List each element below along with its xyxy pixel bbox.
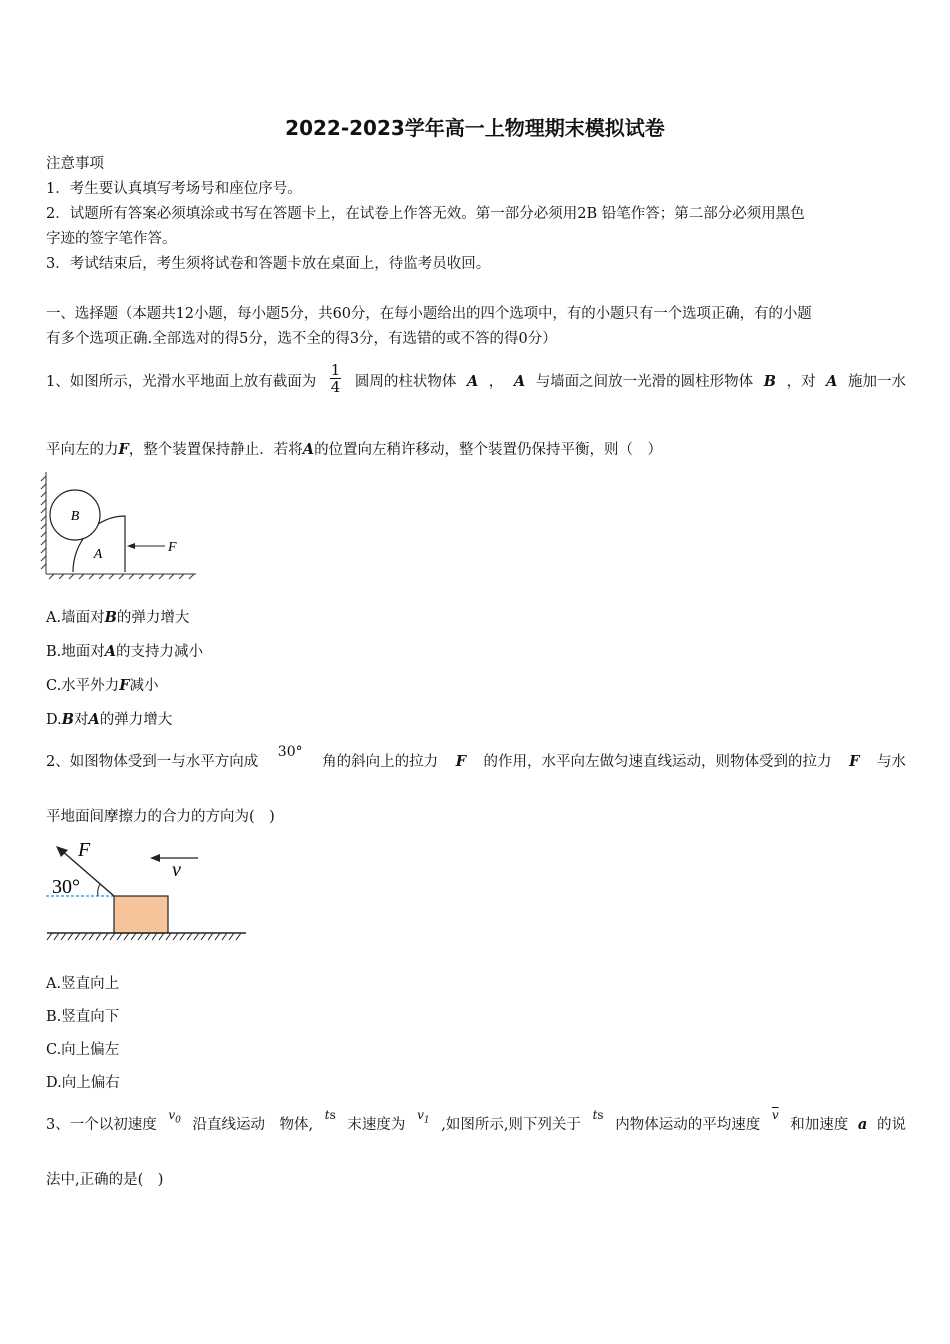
q3-text-3: 末速度为 xyxy=(347,1117,406,1133)
q1-option-c[interactable] xyxy=(46,674,158,695)
q1-option-a-text-end: 的弹力增大 xyxy=(116,610,190,626)
q2-text-1: 2、如图物体受到一与水平方向成 xyxy=(46,754,259,770)
q3-stem-line-2: 法中,正确的是( ) xyxy=(46,1172,164,1188)
q1-fraction xyxy=(330,362,342,402)
q3-symbol-v1 xyxy=(417,1096,430,1139)
q2-symbol-f: F xyxy=(849,753,860,770)
q2-text-4: 与水 xyxy=(876,754,906,770)
label-a: A xyxy=(93,547,103,562)
q3-symbol-a: a xyxy=(857,1116,868,1133)
notice-item-2-line-2: 字迹的签字笔作答。 xyxy=(46,231,177,247)
q1-symbol-a: A xyxy=(826,373,838,390)
q3-v0-base: v xyxy=(168,1108,176,1122)
q1-symbol-b: B xyxy=(61,711,74,728)
q1-option-d-text: D. xyxy=(46,712,62,728)
q1-line2-text-b: ，整个装置保持静止．若将 xyxy=(128,442,303,458)
q3-time-t: t xyxy=(324,1108,330,1122)
q3-symbol-v0 xyxy=(168,1096,181,1139)
wall-hatching xyxy=(41,476,46,569)
q2-text-2: 角的斜向上的拉力 xyxy=(322,754,439,770)
q3-text-6: 和加速度 xyxy=(790,1117,849,1133)
q1-symbol-a: A xyxy=(466,373,479,390)
label-angle: 30° xyxy=(52,876,80,898)
q1-symbol-a: A xyxy=(104,643,117,660)
q3-text-7: 的说 xyxy=(876,1117,906,1133)
q2-option-b[interactable]: B.竖直向下 xyxy=(46,1009,120,1025)
q1-option-d-text-mid: 对 xyxy=(73,712,89,728)
q1-stem-line-2 xyxy=(46,438,662,459)
q1-line2-text-a: 平向左的力 xyxy=(46,442,119,458)
notice-heading: 注意事项 xyxy=(46,156,104,172)
page-title: 2022-2023学年高一上物理期末模拟试卷 xyxy=(285,116,665,140)
label-f: F xyxy=(168,540,177,555)
q1-symbol-b: B xyxy=(763,373,777,390)
q3-time xyxy=(325,1096,336,1139)
velocity-arrowhead xyxy=(150,854,160,862)
q1-fraction-numerator: 1 xyxy=(330,361,341,379)
q1-option-a-text: A.墙面对 xyxy=(46,610,105,626)
q1-text-2: 圆周的柱状物体 xyxy=(354,374,457,390)
q1-line2-text-c: 的位置向左稍许移动，整个装置仍保持平衡，则（ ） xyxy=(314,442,663,458)
q1-option-d[interactable] xyxy=(46,708,172,729)
q3-text-4: ,如图所示,则下列关于 xyxy=(441,1117,581,1133)
q3-time xyxy=(593,1096,604,1139)
q1-symbol-a: A xyxy=(88,711,100,728)
notice-item-2-line-1: 2．试题所有答案必须填涂或书写在答题卡上，在试卷上作答无效。第一部分必须用2B 铅笔作答；第二部分必须用黑色 xyxy=(46,206,805,222)
q1-text-3: 与墙面之间放一光滑的圆柱形物体 xyxy=(535,374,754,390)
label-f: F xyxy=(78,839,91,861)
section-heading-line-1: 一、选择题（本题共12小题，每小题5分，共60分，在每小题给出的四个选项中，有的小题只有一个选项正确，有的小题 xyxy=(46,306,812,322)
q3-v1-subscript: 1 xyxy=(423,1115,430,1126)
q1-option-c-text-end: 减小 xyxy=(129,678,159,694)
q1-option-b-text: B.地面对 xyxy=(46,644,105,660)
q1-option-a[interactable] xyxy=(46,606,189,627)
q1-symbol-b: B xyxy=(104,609,117,626)
force-f-arrowhead xyxy=(127,543,135,549)
ground-hatching xyxy=(49,574,194,579)
block xyxy=(114,896,168,933)
q2-stem-line-1 xyxy=(46,745,906,779)
q1-option-b-text-end: 的支持力减小 xyxy=(116,644,204,660)
q2-option-a[interactable]: A.竖直向上 xyxy=(46,976,120,992)
q2-option-c[interactable]: C.向上偏左 xyxy=(46,1042,120,1058)
q1-figure xyxy=(40,470,200,582)
q1-separator: ， xyxy=(488,374,504,390)
q3-symbol-vbar: $\overline{v}$ xyxy=(771,1108,779,1122)
q3-time-unit: s xyxy=(597,1108,604,1122)
notice-item-3: 3．考试结束后，考生须将试卷和答题卡放在桌面上，待监考员收回。 xyxy=(46,256,491,272)
q3-v0-subscript: 0 xyxy=(175,1115,181,1126)
q1-text-4: ，对 xyxy=(786,374,816,390)
ground-hatching xyxy=(47,933,241,940)
q2-stem-line-2: 平地面间摩擦力的合力的方向为( ) xyxy=(46,809,275,825)
q3-text-2: 沿直线运动 物体, xyxy=(192,1117,314,1133)
q1-fraction-denominator: 4 xyxy=(330,378,341,396)
q3-stem-line-1 xyxy=(46,1106,906,1149)
label-v: v xyxy=(172,859,181,881)
section-heading-line-2: 有多个选项正确.全部选对的得5分，选不全的得3分，有选错的或不答的得0分） xyxy=(46,331,557,347)
q2-symbol-f: F xyxy=(455,753,466,770)
q1-symbol-f: F xyxy=(119,677,130,694)
q2-angle: 30° xyxy=(277,744,303,760)
q2-option-d[interactable]: D.向上偏右 xyxy=(46,1075,120,1091)
angle-arc xyxy=(98,884,100,896)
q2-text-3: 的作用，水平向左做匀速直线运动，则物体受到的拉力 xyxy=(483,754,832,770)
q3-time-unit: s xyxy=(329,1108,336,1122)
q3-text-5: 内物体运动的平均速度 xyxy=(615,1117,761,1133)
q1-symbol-a: A xyxy=(513,373,526,390)
q2-figure xyxy=(44,836,250,946)
q3-text-1: 3、一个以初速度 xyxy=(46,1117,157,1133)
notice-item-1: 1．考生要认真填写考场号和座位序号。 xyxy=(46,181,302,197)
q1-text-1: 1、如图所示，光滑水平地面上放有截面为 xyxy=(46,374,317,390)
q3-v1-base: v xyxy=(417,1108,424,1122)
q1-symbol-f: F xyxy=(118,441,129,458)
q1-option-c-text: C.水平外力 xyxy=(46,678,120,694)
q1-symbol-a: A xyxy=(302,441,315,458)
label-b: B xyxy=(70,509,80,524)
q3-time-t: t xyxy=(592,1108,598,1122)
q1-text-5: 施加一水 xyxy=(847,374,906,390)
q1-stem-line-1 xyxy=(46,362,906,402)
q1-option-b[interactable] xyxy=(46,640,203,661)
q1-option-d-text-end: 的弹力增大 xyxy=(99,712,173,728)
